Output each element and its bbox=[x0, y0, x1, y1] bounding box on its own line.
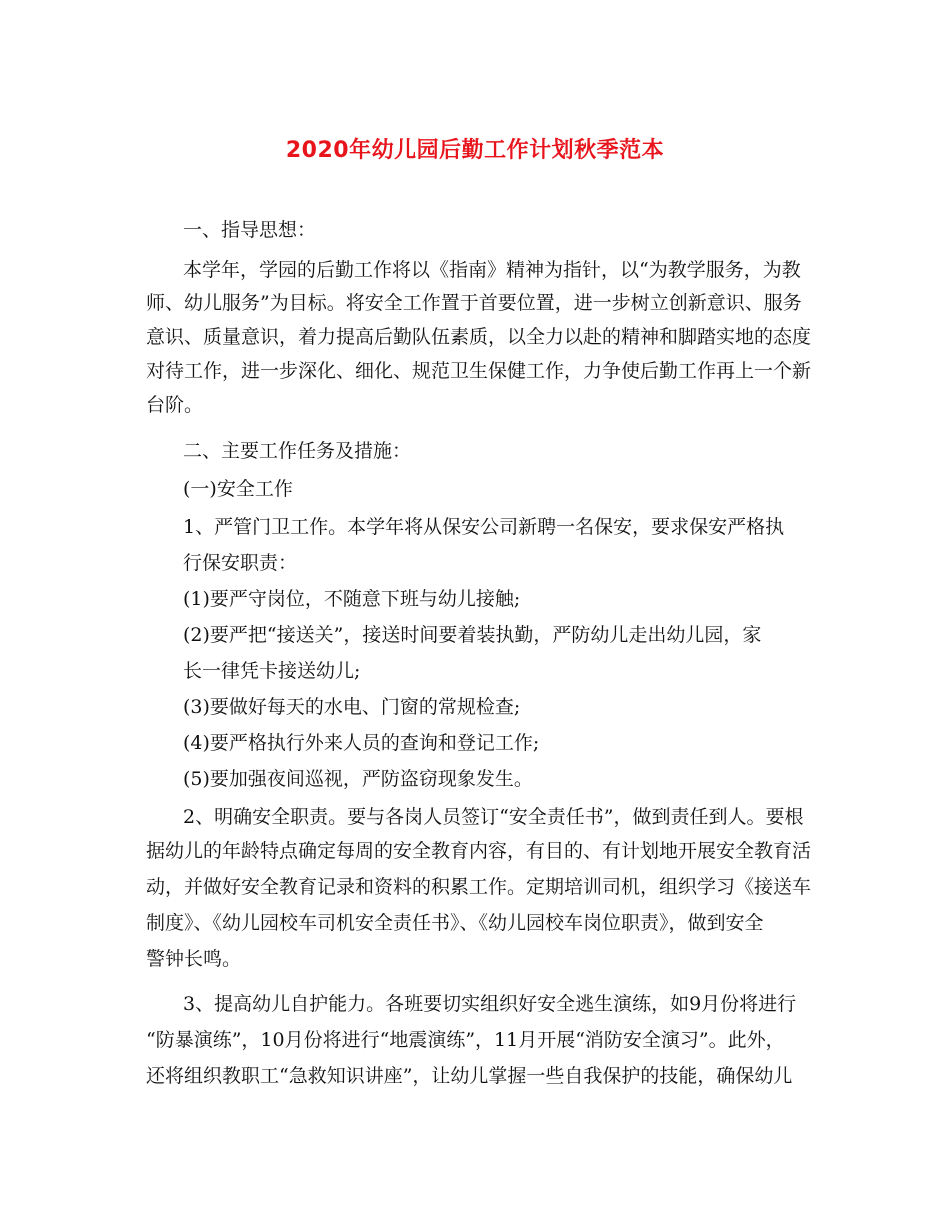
paragraph-line: 台阶。 bbox=[146, 394, 204, 416]
paragraph-line: 2、明确安全职责。要与各岗人员签订“安全责任书”，做到责任到人。要根 bbox=[183, 806, 804, 828]
paragraph-line: 行保安职责： bbox=[183, 552, 298, 574]
paragraph-line: 制度》、《幼儿园校车司机安全责任书》、《幼儿园校车岗位职责》，做到安全 bbox=[146, 912, 764, 934]
paragraph-line: 还将组织教职工“急救知识讲座”，让幼儿掌握一些自我保护的技能，确保幼儿 bbox=[146, 1065, 793, 1087]
paragraph-line: 动，并做好安全教育记录和资料的积累工作。定期培训司机，组织学习《接送车 bbox=[146, 876, 812, 898]
paragraph-line: 1、严管门卫工作。本学年将从保安公司新聘一名保安，要求保安严格执 bbox=[183, 516, 785, 538]
paragraph-line: 据幼儿的年龄特点确定每周的安全教育内容，有目的、有计划地开展安全教育活 bbox=[146, 840, 812, 862]
paragraph-line: “防暴演练”，10月份将进行“地震演练”，11月开展“消防安全演习”。此外， bbox=[146, 1029, 785, 1051]
list-item: (1)要严守岗位，不随意下班与幼儿接触; bbox=[183, 588, 521, 610]
section-heading-main-tasks: 二、主要工作任务及措施： bbox=[183, 440, 412, 462]
paragraph-line: 3、提高幼儿自护能力。各班要切实组织好安全逃生演练，如9月份将进行 bbox=[183, 993, 797, 1015]
document-title: 2020年幼儿园后勤工作计划秋季范本 bbox=[285, 138, 665, 163]
list-item-continuation: 长一律凭卡接送幼儿; bbox=[183, 660, 361, 682]
section-heading-guiding-ideology: 一、指导思想： bbox=[183, 219, 317, 241]
list-item: (4)要严格执行外来人员的查询和登记工作; bbox=[183, 732, 540, 754]
list-item: (5)要加强夜间巡视，严防盗窃现象发生。 bbox=[183, 768, 533, 790]
list-item: (3)要做好每天的水电、门窗的常规检查; bbox=[183, 696, 521, 718]
subsection-heading-safety: (一)安全工作 bbox=[183, 478, 293, 500]
paragraph-line: 警钟长鸣。 bbox=[146, 948, 242, 970]
paragraph-line: 师、幼儿服务”为目标。将安全工作置于首要位置，进一步树立创新意识、服务 bbox=[146, 292, 802, 314]
paragraph-line: 对待工作，进一步深化、细化、规范卫生保健工作，力争使后勤工作再上一个新 bbox=[146, 360, 812, 382]
paragraph-line: 意识、质量意识，着力提高后勤队伍素质，以全力以赴的精神和脚踏实地的态度 bbox=[146, 326, 812, 348]
list-item: (2)要严把“接送关”，接送时间要着装执勤，严防幼儿走出幼儿园，家 bbox=[183, 624, 762, 646]
paragraph-line: 本学年，学园的后勤工作将以《指南》精神为指针，以“为教学服务，为教 bbox=[183, 259, 801, 281]
